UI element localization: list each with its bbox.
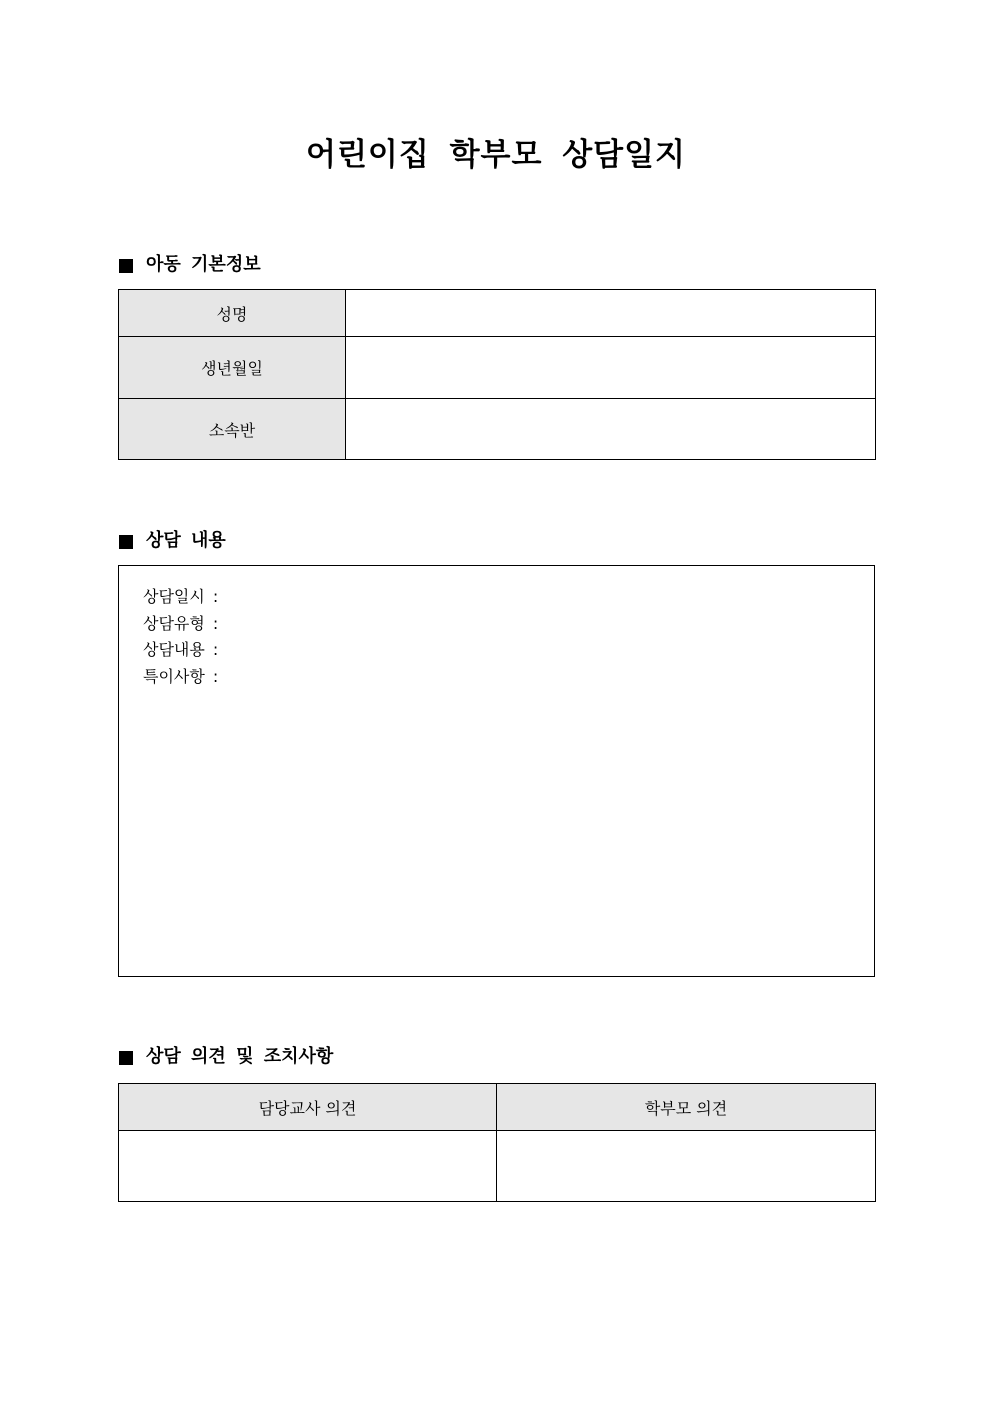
parent-opinion-header: 학부모 의견 (497, 1084, 876, 1131)
opinions-heading-text: 상담 의견 및 조치사항 (146, 1046, 334, 1067)
square-bullet-icon (119, 535, 133, 549)
content-box[interactable] (118, 565, 875, 977)
basic-info-heading-text: 아동 기본정보 (146, 254, 261, 275)
content-heading-text: 상담 내용 (146, 530, 226, 551)
type-label: 상담유형 (143, 613, 205, 633)
notes-colon: : (212, 666, 219, 686)
opinions-heading (119, 1045, 333, 1069)
table-row (119, 1084, 876, 1131)
name-field[interactable] (346, 290, 876, 337)
opinions-table (118, 1083, 876, 1202)
parent-opinion-field[interactable] (497, 1131, 876, 1202)
name-label: 성명 (119, 290, 346, 337)
content-heading (119, 529, 226, 553)
details-label: 상담내용 (143, 640, 205, 659)
table-row (119, 337, 876, 399)
class-label: 소속반 (119, 399, 346, 460)
datetime-label: 상담일시 (143, 587, 205, 606)
basic-info-table (118, 289, 876, 460)
document-title: 어린이집 학부모 상담일지 (306, 137, 686, 173)
teacher-opinion-field[interactable] (119, 1131, 497, 1202)
datetime-colon: : (212, 587, 219, 606)
table-row (119, 290, 876, 337)
content-lines (143, 584, 218, 690)
type-colon: : (212, 613, 219, 633)
details-colon: : (212, 640, 219, 659)
class-field[interactable] (346, 399, 876, 460)
table-row (119, 1131, 876, 1202)
birthdate-label: 생년월일 (119, 337, 346, 399)
square-bullet-icon (119, 1051, 133, 1065)
square-bullet-icon (119, 259, 133, 273)
table-row (119, 399, 876, 460)
list-item (143, 664, 218, 691)
basic-info-heading (119, 253, 261, 277)
list-item (143, 611, 218, 638)
teacher-opinion-header: 담당교사 의견 (119, 1084, 497, 1131)
notes-label: 특이사항 (143, 666, 205, 686)
birthdate-field[interactable] (346, 337, 876, 399)
list-item (143, 584, 218, 611)
list-item (143, 637, 218, 664)
